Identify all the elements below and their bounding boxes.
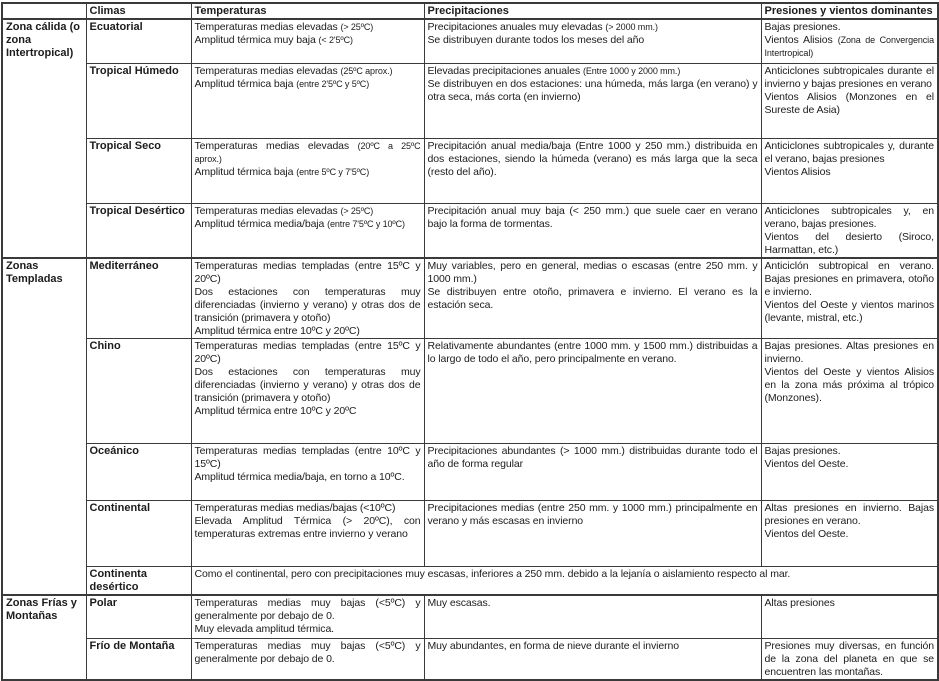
precipitaciones-cell	[424, 443, 761, 500]
cell-paragraph: Temperaturas medias templadas (entre 15ºC y 20ºC)	[194, 339, 421, 365]
precipitaciones-cell	[424, 500, 761, 566]
cell-paragraph: Vientos Alisios (Zona de Convergencia Intertropical)	[764, 34, 934, 58]
cell-paragraph: Dos estaciones con temperaturas muy diferenciadas (invierno y verano) y otras dos de transición (primavera y otoño)	[194, 285, 421, 324]
table-row	[2, 566, 938, 595]
header-row	[2, 3, 938, 19]
cell-paragraph: Muy elevada amplitud térmica.	[194, 622, 334, 635]
cell-paragraph: Amplitud térmica baja (entre 5ºC y 7'5ºC)	[194, 165, 370, 178]
cell-paragraph: Vientos del Oeste.	[764, 457, 849, 470]
clima-cell: Oceánico	[86, 443, 191, 500]
cell-paragraph: Muy variables, pero en general, medias o escasas (entre 250 mm. y 1000 mm.)	[427, 259, 758, 285]
cell-paragraph: Temperaturas medias elevadas (> 25ºC)	[194, 204, 374, 217]
temperaturas-cell	[191, 595, 424, 639]
column-header-temperaturas: Temperaturas	[191, 3, 424, 19]
presiones-cell	[761, 595, 938, 639]
cell-paragraph: Temperaturas medias templadas (entre 10ºC y 15ºC)	[194, 444, 421, 470]
cell-paragraph: Muy escasas.	[427, 596, 491, 609]
table-body	[2, 19, 938, 680]
table-row	[2, 258, 938, 339]
cell-paragraph: Elevada Amplitud Térmica (> 20ºC), con temperaturas extremas entre invierno y verano	[194, 514, 421, 540]
cell-paragraph: Precipitaciones anuales muy elevadas (> 2000 mm.)	[427, 21, 658, 33]
clima-cell: Polar	[86, 595, 191, 639]
clima-cell: Tropical Desértico	[86, 203, 191, 258]
cell-paragraph: Vientos del Oeste y vientos marinos (levante, mistral, etc.)	[764, 298, 934, 324]
cell-paragraph: Dos estaciones con temperaturas muy diferenciadas (invierno y verano) y otras dos de transición (primavera y otoño)	[194, 365, 421, 404]
cell-paragraph: Precipitaciones abundantes (> 1000 mm.) distribuidas durante todo el año de forma regular	[427, 444, 758, 470]
zone-cell: Zona cálida (o zona Intertropical)	[2, 19, 86, 258]
table-row	[2, 19, 938, 63]
temperaturas-cell	[191, 500, 424, 566]
cell-paragraph: Precipitación anual media/baja (Entre 1000 y 250 mm.) distribuida en dos estaciones, siendo la húmeda (verano) es más larga que la seca (resto del año).	[427, 139, 758, 178]
presiones-cell	[761, 258, 938, 339]
cell-paragraph: Anticiclón subtropical en verano. Bajas presiones en primavera, otoño e invierno.	[764, 259, 934, 298]
column-header-precipitaciones: Precipitaciones	[424, 3, 761, 19]
cell-paragraph: Precipitaciones medias (entre 250 mm. y 1000 mm.) principalmente en verano y más escasas en invierno	[427, 501, 758, 527]
cell-paragraph: Como el continental, pero con precipitaciones muy escasas, inferiores a 250 mm. debido a la lejanía o aislamiento respecto al mar.	[194, 567, 791, 580]
temperaturas-cell	[191, 639, 424, 681]
cell-paragraph: Amplitud térmica entre 10ºC y 20ºC)	[194, 324, 360, 337]
cell-paragraph: Se distribuyen en dos estaciones: una húmeda, más larga (en verano) y otra seca, más corta (en invierno)	[427, 77, 758, 103]
presiones-cell	[761, 639, 938, 681]
cell-paragraph: Temperaturas medias elevadas (> 25ºC)	[194, 21, 374, 33]
cell-paragraph: Altas presiones en invierno. Bajas presiones en verano.	[764, 501, 934, 527]
temperaturas-cell	[191, 138, 424, 203]
cell-paragraph: Muy abundantes, en forma de nieve durante el invierno	[427, 640, 680, 652]
cell-paragraph: Vientos Alisios (Monzones en el Sureste de Asia)	[764, 90, 934, 116]
column-header-climas: Climas	[86, 3, 191, 19]
cell-paragraph: Se distribuyen durante todos los meses del año	[427, 34, 645, 46]
cell-paragraph: Vientos del Oeste y vientos Alisios en la zona más próxima al trópico (Monzones).	[764, 365, 934, 404]
presiones-cell	[761, 443, 938, 500]
temperaturas-cell	[191, 258, 424, 339]
temperaturas-cell	[191, 443, 424, 500]
presiones-cell	[761, 63, 938, 138]
cell-paragraph: Amplitud térmica baja (entre 2'5ºC y 5ºC)	[194, 77, 370, 90]
merged-description-cell	[191, 566, 938, 595]
cell-paragraph: Temperaturas medias muy bajas (<5ºC) y generalmente por debajo de 0.	[194, 596, 421, 622]
presiones-cell	[761, 500, 938, 566]
cell-paragraph: Temperaturas medias templadas (entre 15ºC y 20ºC)	[194, 259, 421, 285]
clima-cell: Tropical Húmedo	[86, 63, 191, 138]
clima-cell: Frío de Montaña	[86, 639, 191, 681]
temperaturas-cell	[191, 338, 424, 443]
clima-cell: Chino	[86, 338, 191, 443]
clima-cell: Ecuatorial	[86, 19, 191, 63]
cell-paragraph: Bajas presiones. Altas presiones en invierno.	[764, 339, 934, 365]
precipitaciones-cell	[424, 258, 761, 339]
cell-paragraph: Anticiclones subtropicales y, en verano, bajas presiones.	[764, 204, 934, 230]
cell-paragraph: Temperaturas medias elevadas (25ºC aprox.)	[194, 64, 393, 77]
precipitaciones-cell	[424, 63, 761, 138]
presiones-cell	[761, 338, 938, 443]
table-row	[2, 639, 938, 681]
table-row	[2, 500, 938, 566]
cell-paragraph: Se distribuyen entre otoño, primavera e invierno. El verano es la estación seca.	[427, 285, 758, 311]
cell-paragraph: Bajas presiones.	[764, 21, 841, 33]
zone-cell: Zonas Templadas	[2, 258, 86, 595]
temperaturas-cell	[191, 63, 424, 138]
cell-paragraph: Amplitud térmica muy baja (< 2'5ºC)	[194, 34, 353, 46]
cell-paragraph: Vientos Alisios	[764, 165, 831, 178]
cell-paragraph: Amplitud térmica media/baja, en torno a 10ºC.	[194, 470, 405, 483]
presiones-cell	[761, 19, 938, 63]
table-row	[2, 338, 938, 443]
cell-paragraph: Vientos del desierto (Siroco, Harmattan, etc.)	[764, 230, 934, 256]
table-row	[2, 443, 938, 500]
table-row	[2, 138, 938, 203]
cell-paragraph: Amplitud térmica media/baja (entre 7'5ºC y 10ºC)	[194, 217, 405, 230]
cell-paragraph: Precipitación anual muy baja (< 250 mm.) que suele caer en verano bajo la forma de tormentas.	[427, 204, 758, 230]
cell-paragraph: Temperaturas medias muy bajas (<5ºC) y generalmente por debajo de 0.	[194, 640, 421, 665]
temperaturas-cell	[191, 203, 424, 258]
cell-paragraph: Altas presiones	[764, 596, 835, 609]
cell-paragraph: Anticiclones subtropicales durante el invierno y bajas presiones en verano	[764, 64, 934, 90]
table-row	[2, 595, 938, 639]
cell-paragraph: Amplitud térmica entre 10ºC y 20ºC	[194, 404, 357, 417]
presiones-cell	[761, 203, 938, 258]
table-row	[2, 63, 938, 138]
precipitaciones-cell	[424, 338, 761, 443]
precipitaciones-cell	[424, 595, 761, 639]
cell-paragraph: Relativamente abundantes (entre 1000 mm. y 1500 mm.) distribuidas a lo largo de todo el año, pero principalmente en verano.	[427, 339, 758, 365]
temperaturas-cell	[191, 19, 424, 63]
cell-paragraph: Temperaturas medias elevadas (20ºC a 25ºC aprox.)	[194, 139, 421, 164]
cell-paragraph: Presiones muy diversas, en función de la zona del planeta en que se encuentren las montañas.	[764, 640, 934, 678]
climate-table	[1, 2, 939, 681]
cell-paragraph: Anticiclones subtropicales y, durante el verano, bajas presiones	[764, 139, 934, 165]
cell-paragraph: Vientos del Oeste.	[764, 527, 849, 540]
clima-cell: Tropical Seco	[86, 138, 191, 203]
precipitaciones-cell	[424, 138, 761, 203]
cell-paragraph: Bajas presiones.	[764, 444, 841, 457]
cell-paragraph: Elevadas precipitaciones anuales (Entre 1000 y 2000 mm.)	[427, 64, 681, 77]
zone-cell: Zonas Frías y Montañas	[2, 595, 86, 681]
precipitaciones-cell	[424, 203, 761, 258]
table-row	[2, 203, 938, 258]
cell-paragraph: Temperaturas medias medias/bajas (<10ºC)	[194, 501, 396, 514]
presiones-cell	[761, 138, 938, 203]
column-header-zone	[2, 3, 86, 19]
precipitaciones-cell	[424, 19, 761, 63]
clima-cell: Mediterráneo	[86, 258, 191, 339]
column-header-presiones: Presiones y vientos dominantes	[761, 3, 938, 19]
clima-cell: Continenta desértico	[86, 566, 191, 595]
precipitaciones-cell	[424, 639, 761, 681]
clima-cell: Continental	[86, 500, 191, 566]
